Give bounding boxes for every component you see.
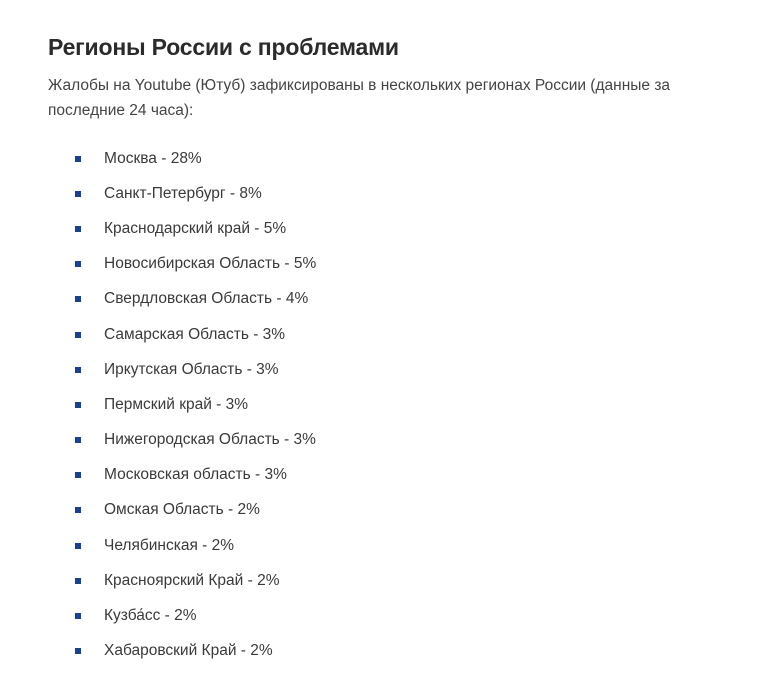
square-bullet-icon: [75, 507, 81, 513]
list-item: [75, 282, 316, 317]
list-item: [75, 528, 316, 563]
square-bullet-icon: [75, 367, 81, 373]
list-item: [75, 211, 316, 246]
square-bullet-icon: [75, 191, 81, 197]
region-label: Краснодарский край - 5%: [104, 219, 287, 237]
square-bullet-icon: [75, 261, 81, 267]
list-item: [75, 493, 316, 528]
list-item: [75, 458, 316, 493]
square-bullet-icon: [75, 543, 81, 549]
list-item: [75, 387, 316, 422]
list-item: [75, 247, 316, 282]
region-label: Санкт-Петербург - 8%: [104, 184, 262, 202]
list-item: [75, 317, 316, 352]
region-label: Новосибирская Область - 5%: [104, 255, 317, 273]
square-bullet-icon: [75, 648, 81, 654]
region-label: Красноярский Край - 2%: [104, 571, 280, 589]
square-bullet-icon: [75, 472, 81, 478]
region-label: Кузба́сс - 2%: [104, 607, 197, 625]
region-label: Пермский край - 3%: [104, 395, 249, 413]
region-label: Челябинская - 2%: [104, 536, 235, 554]
square-bullet-icon: [75, 332, 81, 338]
square-bullet-icon: [75, 578, 81, 584]
region-label: Омская Область - 2%: [104, 501, 260, 519]
list-item: [75, 176, 316, 211]
list-item: [75, 634, 316, 669]
region-label: Московская область - 3%: [104, 466, 287, 484]
list-item: [75, 423, 316, 458]
square-bullet-icon: [75, 226, 81, 232]
region-label: Самарская Область - 3%: [104, 325, 286, 343]
region-label: Хабаровский Край - 2%: [104, 642, 273, 660]
square-bullet-icon: [75, 613, 81, 619]
region-label: Иркутская Область - 3%: [104, 360, 279, 378]
region-list: [75, 141, 316, 669]
square-bullet-icon: [75, 437, 81, 443]
intro-paragraph: Жалобы на Youtube (Ютуб) зафиксированы в нескольких регионах России (данные за последние 24 часа):: [48, 77, 671, 119]
region-label: Свердловская Область - 4%: [104, 290, 309, 308]
square-bullet-icon: [75, 156, 81, 162]
list-item: [75, 141, 316, 176]
square-bullet-icon: [75, 402, 81, 408]
list-item: [75, 563, 316, 598]
page-title: Регионы России с проблемами: [48, 34, 399, 60]
list-item: [75, 598, 316, 633]
region-label: Москва - 28%: [104, 149, 202, 167]
list-item: [75, 352, 316, 387]
region-label: Нижегородская Область - 3%: [104, 431, 316, 449]
square-bullet-icon: [75, 296, 81, 302]
